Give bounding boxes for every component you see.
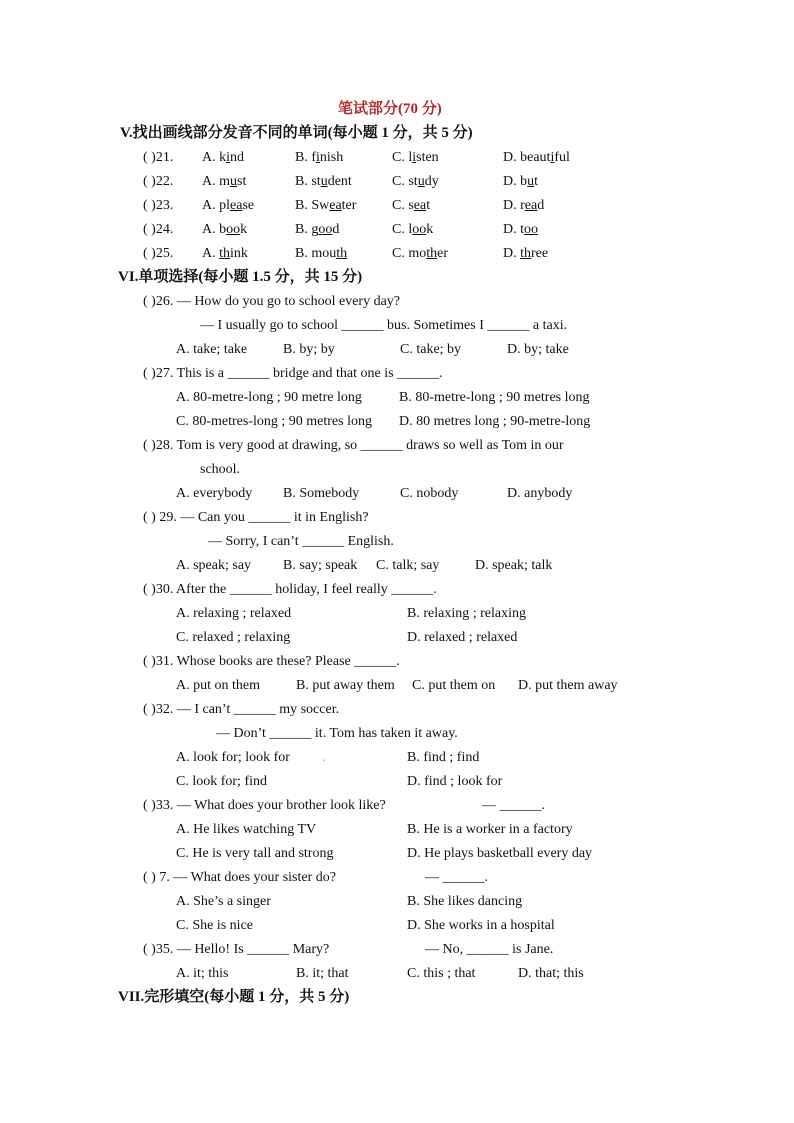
- word-part: A. m: [202, 174, 230, 189]
- question-27-option-d: D. 80 metres long ; 90-metre-long: [399, 414, 591, 429]
- underlined-sound: oo: [412, 222, 427, 237]
- question-35-answer: — No, ______ is Jane.: [425, 942, 554, 957]
- question-21-option-b: [295, 149, 343, 167]
- question-35-option-a: A. it; this: [176, 966, 229, 981]
- question-21-option-d: [503, 149, 570, 167]
- word-part: ink: [230, 246, 248, 261]
- question-34-option-a: A. She’s a singer: [176, 894, 271, 909]
- section-vii-heading: VII.完形填空(每小题 1 分，共 5 分): [118, 989, 350, 1005]
- question-32-option-d: D. find ; look for: [407, 774, 503, 789]
- question-31-option-a: A. put on them: [176, 678, 260, 693]
- word-part: d: [537, 198, 545, 213]
- underlined-sound: u: [230, 174, 237, 189]
- question-34-option-d: D. She works in a hospital: [407, 918, 555, 933]
- word-part: A. b: [202, 222, 227, 237]
- word-part: st: [237, 174, 247, 189]
- word-part: k: [426, 222, 434, 237]
- underlined-sound: th: [336, 246, 348, 261]
- word-part: t: [426, 198, 431, 213]
- word-part: A. k: [202, 150, 227, 165]
- question-24-option-a: [202, 221, 247, 239]
- question-24-option-d: [503, 221, 538, 239]
- word-part: D. b: [503, 174, 528, 189]
- underlined-sound: th: [219, 246, 231, 261]
- question-30-option-a: A. relaxing ; relaxed: [176, 606, 292, 621]
- question-25-option-c: [392, 245, 448, 263]
- question-26-line2: — I usually go to school ______ bus. Sometimes I ______ a taxi.: [200, 318, 568, 333]
- question-34-stem: ( ) 7. — What does your sister do?: [143, 870, 336, 885]
- question-28-option-c: C. nobody: [400, 486, 459, 501]
- word-part: D. beaut: [503, 150, 551, 165]
- question-24-number: ( )24.: [143, 222, 174, 237]
- question-23-option-a: [202, 197, 254, 215]
- question-27-option-c: C. 80-metres-long ; 90 metres long: [176, 414, 372, 429]
- question-31-option-b: B. put away them: [296, 678, 395, 693]
- question-31-option-d: D. put them away: [518, 678, 618, 693]
- question-26-option-b: B. by; by: [283, 342, 335, 357]
- question-27-option-b: B. 80-metre-long ; 90 metres long: [399, 390, 590, 405]
- word-part: D. r: [503, 198, 525, 213]
- underlined-sound: th: [426, 246, 438, 261]
- question-33-option-d: D. He plays basketball every day: [407, 846, 593, 861]
- question-32-option-a: A. look for; look for: [176, 750, 290, 765]
- question-32-stem: ( )32. — I can’t ______ my soccer.: [143, 702, 340, 717]
- question-28-option-b: B. Somebody: [283, 486, 360, 501]
- question-33-option-c: C. He is very tall and strong: [176, 846, 334, 861]
- section-vi-heading: VI.单项选择(每小题 1.5 分，共 15 分): [118, 269, 363, 285]
- question-24-option-b: [295, 221, 339, 239]
- question-34-option-c: C. She is nice: [176, 918, 253, 933]
- question-32-option-b: B. find ; find: [407, 750, 480, 765]
- question-30-option-d: D. relaxed ; relaxed: [407, 630, 518, 645]
- underlined-sound: ea: [230, 198, 243, 213]
- word-part: B. g: [295, 222, 319, 237]
- question-30-option-b: B. relaxing ; relaxing: [407, 606, 526, 621]
- word-part: d: [332, 222, 340, 237]
- underlined-sound: u: [417, 174, 425, 189]
- word-part: B. st: [295, 174, 321, 189]
- underlined-sound: oo: [226, 222, 241, 237]
- underlined-sound: i: [412, 150, 417, 165]
- question-31-option-c: C. put them on: [412, 678, 496, 693]
- word-part: t: [534, 174, 539, 189]
- question-33-answer: — ______.: [482, 798, 545, 813]
- question-21-number: ( )21.: [143, 150, 174, 165]
- word-part: dy: [424, 174, 439, 189]
- word-part: k: [240, 222, 248, 237]
- question-23-option-c: [392, 197, 430, 215]
- word-part: er: [437, 246, 449, 261]
- word-part: sten: [416, 150, 439, 165]
- word-part: D.: [503, 246, 521, 261]
- question-32-option-c: C. look for; find: [176, 774, 267, 789]
- word-part: C. mo: [392, 246, 427, 261]
- question-26-option-d: D. by; take: [507, 342, 569, 357]
- question-29-option-d: D. speak; talk: [475, 558, 553, 573]
- question-29-stem: ( ) 29. — Can you ______ it in English?: [143, 510, 369, 525]
- question-21-option-c: [392, 149, 439, 167]
- question-35-option-c: C. this ; that: [407, 966, 476, 981]
- word-part: C. s: [392, 198, 414, 213]
- question-25-number: ( )25.: [143, 246, 174, 261]
- underlined-sound: i: [316, 150, 320, 165]
- question-28-stem: ( )28. Tom is very good at drawing, so ______ draws so well as Tom in our: [143, 438, 564, 453]
- underlined-sound: oo: [318, 222, 333, 237]
- word-part: dent: [327, 174, 352, 189]
- question-25-option-d: [503, 245, 548, 263]
- word-part: A. pl: [202, 198, 230, 213]
- question-28-line2: school.: [200, 462, 241, 477]
- question-22-number: ( )22.: [143, 174, 174, 189]
- underlined-sound: i: [226, 150, 231, 165]
- word-part: nd: [230, 150, 245, 165]
- word-part: C. l: [392, 150, 413, 165]
- question-26-option-a: A. take; take: [176, 342, 248, 357]
- question-30-stem: ( )30. After the ______ holiday, I feel really ______.: [143, 582, 437, 597]
- question-35-option-d: D. that; this: [518, 966, 584, 981]
- question-22-option-c: [392, 173, 439, 191]
- underlined-sound: ea: [329, 198, 342, 213]
- underlined-sound: ea: [524, 198, 538, 213]
- question-29-line2: — Sorry, I can’t ______ English.: [208, 534, 394, 549]
- word-part: B. mou: [295, 246, 337, 261]
- question-29-option-b: B. say; speak: [283, 558, 358, 573]
- question-22-option-a: [202, 173, 246, 191]
- question-35-stem: ( )35. — Hello! Is ______ Mary?: [143, 942, 330, 957]
- word-part: nish: [319, 150, 344, 165]
- word-part: C. st: [392, 174, 418, 189]
- question-25-option-b: [295, 245, 347, 263]
- underlined-sound: ea: [413, 198, 427, 213]
- question-31-stem: ( )31. Whose books are these? Please ______.: [143, 654, 400, 669]
- word-part: B. f: [295, 150, 316, 165]
- question-23-number: ( )23.: [143, 198, 174, 213]
- word-part: A.: [202, 246, 220, 261]
- underlined-sound: u: [320, 174, 328, 189]
- question-27-stem: ( )27. This is a ______ bridge and that one is ______.: [143, 366, 443, 381]
- page-title: 笔试部分(70 分): [338, 101, 442, 117]
- question-22-option-d: [503, 173, 538, 191]
- question-26-stem: ( )26. — How do you go to school every day?: [143, 294, 401, 309]
- question-32-line2: — Don’t ______ it. Tom has taken it away.: [216, 726, 458, 741]
- question-21-option-a: [202, 149, 244, 167]
- question-27-option-a: A. 80-metre-long ; 90 metre long: [176, 390, 362, 405]
- question-23-option-d: [503, 197, 544, 215]
- word-part: ful: [554, 150, 570, 165]
- underlined-sound: u: [527, 174, 535, 189]
- question-29-option-a: A. speak; say: [176, 558, 252, 573]
- question-33-option-a: A. He likes watching TV: [176, 822, 317, 837]
- question-30-option-c: C. relaxed ; relaxing: [176, 630, 291, 645]
- question-29-option-c: C. talk; say: [376, 558, 440, 573]
- underlined-sound: oo: [524, 222, 538, 237]
- word-part: C. l: [392, 222, 413, 237]
- question-25-option-a: [202, 245, 248, 263]
- question-34-option-b: B. She likes dancing: [407, 894, 523, 909]
- question-28-option-a: A. everybody: [176, 486, 253, 501]
- stray-mark: .: [322, 750, 326, 765]
- word-part: ter: [341, 198, 357, 213]
- underlined-sound: i: [550, 150, 555, 165]
- question-24-option-c: [392, 221, 433, 239]
- question-22-option-b: [295, 173, 352, 191]
- question-26-option-c: C. take; by: [400, 342, 462, 357]
- word-part: B. Sw: [295, 198, 330, 213]
- word-part: ree: [531, 246, 549, 261]
- word-part: se: [242, 198, 255, 213]
- section-v-heading: V.找出画线部分发音不同的单词(每小题 1 分，共 5 分): [120, 125, 473, 141]
- question-28-option-d: D. anybody: [507, 486, 573, 501]
- word-part: D. t: [503, 222, 524, 237]
- question-33-option-b: B. He is a worker in a factory: [407, 822, 573, 837]
- question-35-option-b: B. it; that: [296, 966, 349, 981]
- question-34-answer: — ______.: [425, 870, 488, 885]
- underlined-sound: th: [520, 246, 532, 261]
- question-23-option-b: [295, 197, 356, 215]
- question-33-stem: ( )33. — What does your brother look like?: [143, 798, 386, 813]
